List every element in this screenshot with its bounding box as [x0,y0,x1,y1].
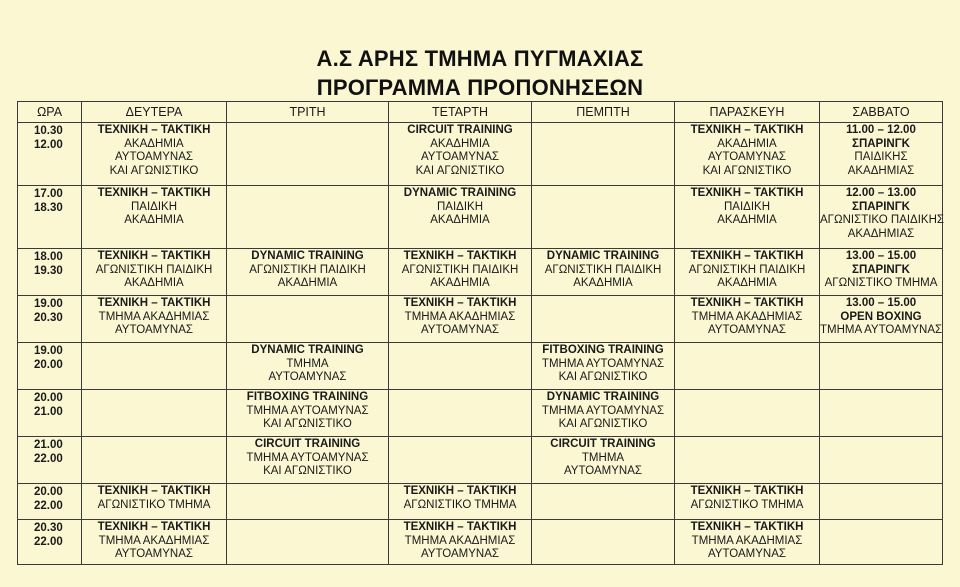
time-cell [18,343,82,390]
session-cell [227,484,389,520]
session-detail: ΑΓΩΝΙΣΤΙΚΟ ΤΜΗΜΑ [403,498,517,511]
schedule-body [18,123,943,565]
schedule-row [18,520,943,565]
session-detail: ΠΑΙΔΙΚΗ [436,200,484,213]
session-cell [820,484,943,520]
header-saturday: ΣΑΒΒΑΤΟ [820,102,943,123]
session-detail: OPEN BOXING [840,310,922,323]
session-detail: ΑΚΑΔΗΜΙΑ [573,277,633,289]
session-detail: ΑΥΤΟΑΜΥΝΑΣ [707,151,787,163]
session-detail: ΤΜΗΜΑ ΑΥΤΟΑΜΥΝΑΣ [246,451,369,464]
schedule-row [18,249,943,296]
session-detail: ΚΑΙ ΑΓΩΝΙΣΤΙΚΟ [263,418,352,430]
time-cell [18,437,82,484]
time-start: 10.30 [34,125,63,137]
session-cell [675,437,820,484]
session-cell [820,123,943,186]
session-cell [227,437,389,484]
session-detail: ΑΓΩΝΙΣΤΙΚΟ ΤΜΗΜΑ [97,498,211,511]
session-title: DYNAMIC TRAINING [546,391,660,403]
time-end: 21.00 [34,405,63,418]
session-detail: ΠΑΙΔΙΚΗΣ [854,151,908,163]
session-cell [82,390,227,437]
session-detail: ΑΚΑΔΗΜΙΑ [124,214,184,226]
session-cell [820,249,943,296]
time-end: 19.30 [34,264,63,277]
session-detail: ΤΜΗΜΑ ΑΚΑΔΗΜΙΑΣ [404,534,516,547]
session-cell [820,520,943,565]
header-tuesday: ΤΡΙΤΗ [227,102,389,123]
session-detail: ΤΜΗΜΑ ΑΚΑΔΗΜΙΑΣ [98,310,210,323]
session-title: ΤΕΧΝΙΚΗ – ΤΑΚΤΙΚΗ [690,250,804,262]
session-detail: ΑΚΑΔΗΜΙΑ [717,214,777,226]
session-detail: ΚΑΙ ΑΓΩΝΙΣΤΙΚΟ [415,164,505,177]
session-cell [82,437,227,484]
time-cell [18,123,82,186]
session-detail: ΤΜΗΜΑ [581,451,625,464]
session-detail: ΑΓΩΝΙΣΤΙΚΗ ΠΑΙΔΙΚΗ [249,263,366,276]
time-cell [18,249,82,296]
session-detail: ΚΑΙ ΑΓΩΝΙΣΤΙΚΟ [109,164,199,177]
session-cell [227,249,389,296]
session-detail: ΑΥΤΟΑΜΥΝΑΣ [707,324,787,336]
session-detail: ΚΑΙ ΑΓΩΝΙΣΤΙΚΟ [558,418,648,430]
session-title: ΤΕΧΝΙΚΗ – ΤΑΚΤΙΚΗ [690,124,804,136]
session-title: ΤΕΧΝΙΚΗ – ΤΑΚΤΙΚΗ [403,297,517,309]
session-cell [532,343,675,390]
schedule-row [18,343,943,390]
session-detail: ΠΑΙΔΙΚΗ [723,200,771,213]
header-friday: ΠΑΡΑΣΚΕΥΗ [675,102,820,123]
session-detail: ΑΥΤΟΑΜΥΝΑΣ [707,548,787,560]
session-cell [532,520,675,565]
session-cell [82,249,227,296]
session-cell [227,343,389,390]
session-cell [82,123,227,186]
session-detail: ΑΥΤΟΑΜΥΝΑΣ [420,151,500,163]
session-title: 13.00 – 15.00 [845,250,917,262]
session-detail: ΑΚΑΔΗΜΙΑ [124,137,184,150]
session-detail: ΑΥΤΟΑΜΥΝΑΣ [268,371,347,383]
session-title: ΤΕΧΝΙΚΗ – ΤΑΚΤΙΚΗ [97,124,211,136]
time-start: 17.00 [34,188,63,200]
time-start: 19.00 [34,345,63,357]
session-cell [389,484,532,520]
page-subtitle: ΠΡΟΓΡΑΜΜΑ ΠΡΟΠΟΝΗΣΕΩΝ [316,75,644,100]
session-title: FITBOXING TRAINING [246,391,369,403]
header-wednesday: ΤΕΤΑΡΤΗ [389,102,532,123]
session-cell [389,186,532,249]
session-detail: ΑΚΑΔΗΜΙΑ [717,137,777,150]
session-cell [227,186,389,249]
session-title: DYNAMIC TRAINING [403,187,517,199]
session-detail: ΑΚΑΔΗΜΙΑ [430,137,490,150]
session-cell [675,343,820,390]
session-cell [532,296,675,343]
time-start: 20.00 [34,392,63,404]
session-cell [82,186,227,249]
session-title: FITBOXING TRAINING [542,344,664,356]
session-cell [227,520,389,565]
session-cell [675,296,820,343]
session-detail: ΣΠΑΡΙΝΓΚ [852,200,910,213]
session-cell [389,437,532,484]
session-detail: ΚΑΙ ΑΓΩΝΙΣΤΙΚΟ [558,371,648,383]
session-detail: ΑΥΤΟΑΜΥΝΑΣ [114,548,194,560]
time-end: 22.00 [34,499,63,512]
session-cell [532,123,675,186]
session-detail: ΑΚΑΔΗΜΙΑ [277,277,338,289]
session-title: CIRCUIT TRAINING [407,124,513,136]
session-detail: ΑΥΤΟΑΜΥΝΑΣ [114,324,194,336]
session-detail: ΣΠΑΡΙΝΓΚ [852,263,910,276]
time-start: 19.00 [34,298,63,310]
session-detail: ΑΚΑΔΗΜΙΑ [430,214,490,226]
session-detail: ΑΓΩΝΙΣΤΙΚΗ ΠΑΙΔΙΚΗ [544,263,662,276]
session-cell [820,437,943,484]
session-title: ΤΕΧΝΙΚΗ – ΤΑΚΤΙΚΗ [97,485,211,497]
schedule-table [17,101,943,565]
session-cell [675,520,820,565]
session-cell [675,249,820,296]
session-cell [675,484,820,520]
session-cell [675,390,820,437]
session-detail: ΑΚΑΔΗΜΙΑΣ [847,227,915,240]
session-title: ΤΕΧΝΙΚΗ – ΤΑΚΤΙΚΗ [690,297,804,309]
session-detail: ΤΜΗΜΑ ΑΚΑΔΗΜΙΑΣ [691,310,803,323]
session-cell [389,343,532,390]
session-cell [532,186,675,249]
session-title: 12.00 – 13.00 [845,187,917,199]
session-title: ΤΕΧΝΙΚΗ – ΤΑΚΤΙΚΗ [97,187,211,199]
session-title: ΤΕΧΝΙΚΗ – ΤΑΚΤΙΚΗ [403,485,517,497]
session-detail: ΑΥΤΟΑΜΥΝΑΣ [563,465,643,477]
session-title: ΤΕΧΝΙΚΗ – ΤΑΚΤΙΚΗ [690,187,804,199]
session-cell [82,296,227,343]
schedule-row [18,296,943,343]
time-start: 21.00 [34,439,63,451]
session-title: ΤΕΧΝΙΚΗ – ΤΑΚΤΙΚΗ [403,250,517,262]
session-detail: ΑΓΩΝΙΣΤΙΚΗ ΠΑΙΔΙΚΗ [401,263,519,276]
session-detail: ΤΜΗΜΑ ΑΥΤΟΑΜΥΝΑΣ [541,357,665,370]
time-end: 18.30 [34,201,63,214]
session-cell [532,390,675,437]
session-detail: ΚΑΙ ΑΓΩΝΙΣΤΙΚΟ [702,164,792,177]
session-detail: ΠΑΙΔΙΚΗ [130,200,178,213]
session-detail: ΑΥΤΟΑΜΥΝΑΣ [114,151,194,163]
session-detail: ΑΓΩΝΙΣΤΙΚΟ ΤΜΗΜΑ [824,277,938,289]
session-title: ΤΕΧΝΙΚΗ – ΤΑΚΤΙΚΗ [690,521,804,533]
session-detail: ΑΚΑΔΗΜΙΑ [124,277,184,289]
session-detail: ΤΜΗΜΑ [286,357,329,370]
page-title: Α.Σ ΑΡΗΣ ΤΜΗΜΑ ΠΥΓΜΑΧΙΑΣ [316,46,644,71]
header-monday: ΔΕΥΤΕΡΑ [82,102,227,123]
session-cell [389,123,532,186]
session-title: 13.00 – 15.00 [845,297,917,309]
header-time: ΩΡΑ [18,102,82,123]
time-cell [18,520,82,565]
session-detail: ΑΚΑΔΗΜΙΑ [430,277,490,289]
session-cell [389,390,532,437]
session-detail: ΑΥΤΟΑΜΥΝΑΣ [420,548,500,560]
time-end: 12.00 [34,138,63,151]
session-cell [227,390,389,437]
session-detail: ΤΜΗΜΑ ΑΥΤΟΑΜΥΝΑΣ [246,404,369,417]
session-detail: ΑΚΑΔΗΜΙΑΣ [847,164,915,177]
session-cell [82,343,227,390]
session-cell [227,123,389,186]
session-title: ΤΕΧΝΙΚΗ – ΤΑΚΤΙΚΗ [403,521,517,533]
session-title: 11.00 – 12.00 [846,124,916,136]
session-title: CIRCUIT TRAINING [550,438,656,450]
session-detail: ΤΜΗΜΑ ΑΥΤΟΑΜΥΝΑΣ [820,324,943,336]
header-row [18,102,943,123]
session-title: ΤΕΧΝΙΚΗ – ΤΑΚΤΙΚΗ [97,521,211,533]
session-title: ΤΕΧΝΙΚΗ – ΤΑΚΤΙΚΗ [97,297,211,309]
time-end: 22.00 [34,535,63,548]
session-cell [820,186,943,249]
session-detail: ΤΜΗΜΑ ΑΚΑΔΗΜΙΑΣ [98,534,210,547]
session-cell [820,343,943,390]
session-cell [389,520,532,565]
time-cell [18,186,82,249]
time-end: 20.00 [34,358,63,371]
session-detail: ΑΓΩΝΙΣΤΙΚΟ ΤΜΗΜΑ [690,498,804,511]
session-detail: ΤΜΗΜΑ ΑΥΤΟΑΜΥΝΑΣ [541,404,665,417]
time-cell [18,484,82,520]
session-detail: ΑΓΩΝΙΣΤΙΚΗ ΠΑΙΔΙΚΗ [688,263,806,276]
session-detail: ΑΓΩΝΙΣΤΙΚΗ ΠΑΙΔΙΚΗ [95,263,213,276]
time-start: 20.30 [34,522,63,534]
session-title: ΤΕΧΝΙΚΗ – ΤΑΚΤΙΚΗ [690,485,804,497]
session-detail: ΑΓΩΝΙΣΤΙΚΟ ΠΑΙΔΙΚΗΣ [820,214,945,226]
session-detail: ΑΚΑΔΗΜΙΑ [717,277,777,289]
session-title: DYNAMIC TRAINING [251,344,364,356]
time-cell [18,390,82,437]
time-start: 18.00 [34,251,63,263]
session-title: DYNAMIC TRAINING [251,250,364,262]
session-cell [82,520,227,565]
session-detail: ΚΑΙ ΑΓΩΝΙΣΤΙΚΟ [263,465,352,477]
time-start: 20.00 [34,486,63,498]
session-title: DYNAMIC TRAINING [546,250,660,262]
session-cell [227,296,389,343]
schedule-row [18,186,943,249]
session-detail: ΑΥΤΟΑΜΥΝΑΣ [420,324,500,336]
session-cell [82,484,227,520]
schedule-row [18,123,943,186]
session-cell [675,123,820,186]
schedule-row [18,484,943,520]
session-cell [820,296,943,343]
schedule-row [18,390,943,437]
session-cell [532,249,675,296]
session-cell [532,437,675,484]
session-title: CIRCUIT TRAINING [254,438,361,450]
time-cell [18,296,82,343]
session-cell [532,484,675,520]
session-cell [389,296,532,343]
session-detail: ΤΜΗΜΑ ΑΚΑΔΗΜΙΑΣ [404,310,516,323]
schedule-row [18,437,943,484]
session-detail: ΤΜΗΜΑ ΑΚΑΔΗΜΙΑΣ [691,534,803,547]
session-detail: ΣΠΑΡΙΝΓΚ [852,137,910,150]
session-title: ΤΕΧΝΙΚΗ – ΤΑΚΤΙΚΗ [97,250,211,262]
time-end: 20.30 [34,311,63,324]
header-thursday: ΠΕΜΠΤΗ [532,102,675,123]
session-cell [389,249,532,296]
session-cell [675,186,820,249]
time-end: 22.00 [34,452,63,465]
session-cell [820,390,943,437]
